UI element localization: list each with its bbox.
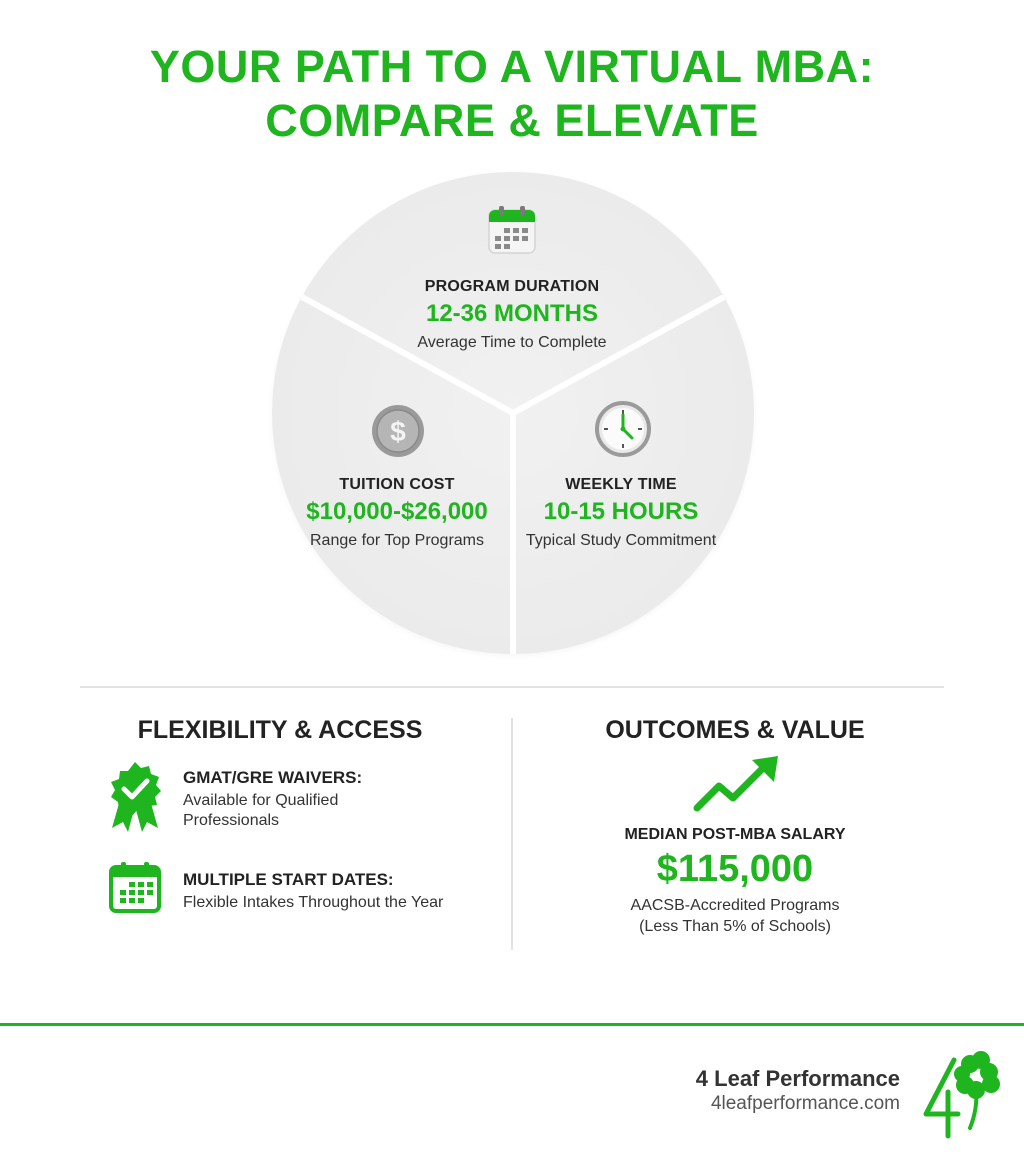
calendar-icon <box>108 860 162 919</box>
salary-sub-1: AACSB-Accredited Programs <box>630 897 840 914</box>
calendar-icon <box>486 204 538 261</box>
feature-start-sub: Flexible Intakes Throughout the Year <box>183 894 444 911</box>
section-divider-vertical <box>511 718 513 950</box>
feature-gmat-sub-1: Available for Qualified <box>183 792 339 809</box>
section-divider-horizontal <box>80 686 944 688</box>
page-title <box>0 40 1024 148</box>
duration-sub: Average Time to Complete <box>417 334 607 351</box>
salary-sub-2: (Less Than 5% of Schools) <box>639 918 831 935</box>
feature-start-label: MULTIPLE START DATES: <box>183 870 394 889</box>
feature-gmat-waivers <box>183 768 362 831</box>
page-title-line-2: COMPARE & ELEVATE <box>265 95 759 146</box>
award-badge-icon <box>106 760 164 837</box>
tuition-value: $10,000-$26,000 <box>306 498 488 525</box>
brand-block <box>696 1066 900 1115</box>
segment-weekly-time <box>486 476 756 550</box>
salary-value: $115,000 <box>656 848 814 890</box>
tuition-sub: Range for Top Programs <box>309 532 484 549</box>
page-title-line-1: YOUR PATH TO A VIRTUAL MBA: <box>149 41 875 92</box>
dollar-coin-icon <box>369 402 427 465</box>
duration-value: 12-36 MONTHS <box>425 300 599 327</box>
outcome-salary <box>560 826 910 937</box>
trending-up-arrow-icon <box>692 754 782 819</box>
outcomes-title: OUTCOMES & VALUE <box>605 716 865 744</box>
segment-program-duration <box>362 278 662 352</box>
feature-gmat-label: GMAT/GRE WAIVERS: <box>183 768 363 787</box>
footer-divider <box>0 1023 1024 1026</box>
duration-label: PROGRAM DURATION <box>424 278 600 295</box>
brand-url[interactable]: 4leafperformance.com <box>710 1093 900 1114</box>
tuition-label: TUITION COST <box>339 476 455 493</box>
feature-gmat-sub-2: Professionals <box>183 812 280 829</box>
weekly-value: 10-15 HOURS <box>543 498 699 525</box>
clock-icon <box>594 400 652 463</box>
weekly-sub: Typical Study Commitment <box>525 532 717 549</box>
flexibility-title: FLEXIBILITY & ACCESS <box>137 716 423 744</box>
feature-start-dates <box>183 870 443 913</box>
brand-name: 4 Leaf Performance <box>695 1066 900 1091</box>
svg-text:$: $ <box>390 416 406 447</box>
weekly-label: WEEKLY TIME <box>565 476 677 493</box>
four-leaf-clover-logo <box>918 1048 1008 1145</box>
salary-label: MEDIAN POST-MBA SALARY <box>624 826 846 843</box>
